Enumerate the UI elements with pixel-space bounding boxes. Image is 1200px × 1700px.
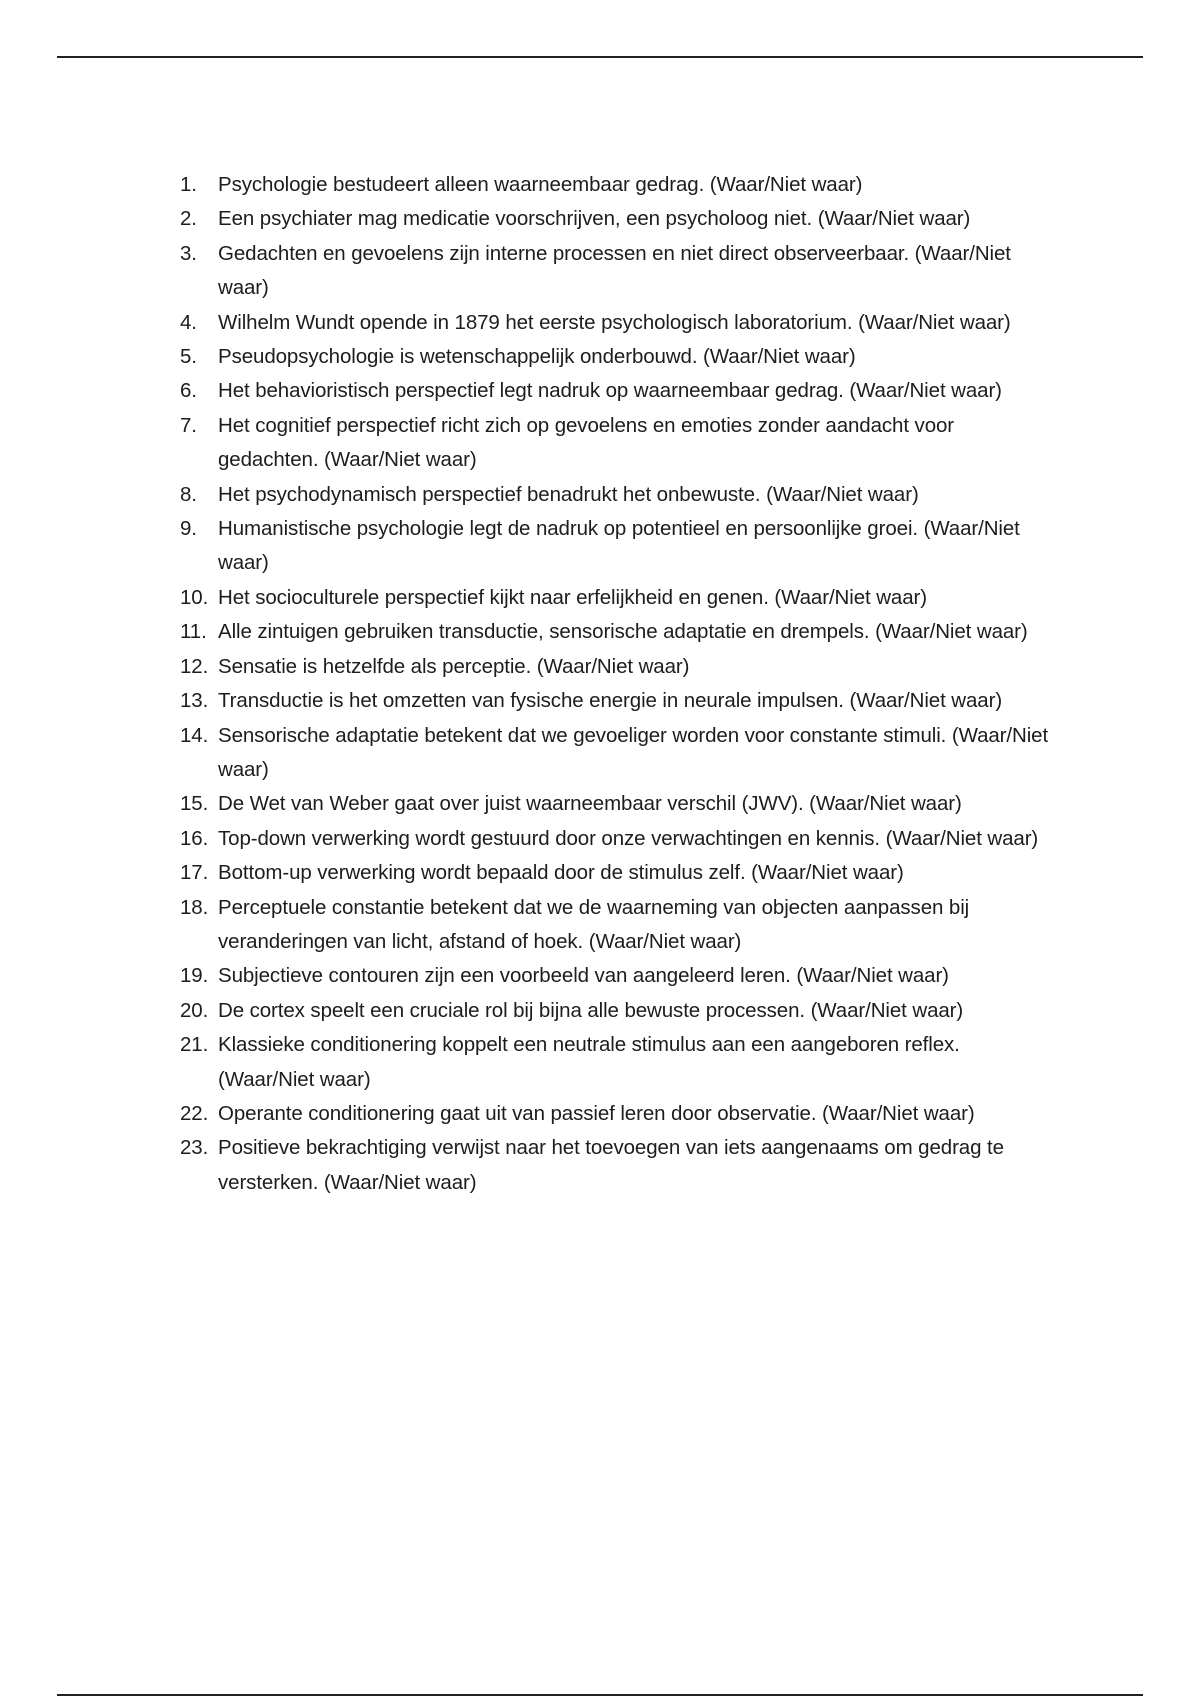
question-item	[180, 374, 1060, 408]
question-number: 14.	[180, 723, 209, 747]
question-number: 21.	[180, 1033, 209, 1057]
question-text: Een psychiater mag medicatie voorschrijven, een psycholoog niet. (Waar/Niet waar)	[218, 207, 971, 231]
question-number: 1.	[180, 173, 197, 196]
question-text: Gedachten en gevoelens zijn interne processen en niet direct observeerbaar. (Waar/Niet waar)	[218, 241, 1011, 300]
question-number: 16.	[180, 826, 209, 850]
question-number: 7.	[180, 413, 197, 437]
question-number: 12.	[180, 654, 209, 678]
question-item	[180, 856, 1060, 890]
question-text: Het socioculturele perspectief kijkt naar erfelijkheid en genen. (Waar/Niet waar)	[218, 585, 927, 609]
question-text: Alle zintuigen gebruiken transductie, sensorische adaptatie en drempels. (Waar/Niet waar)	[218, 620, 1028, 644]
question-text: Het psychodynamisch perspectief benadrukt het onbewuste. (Waar/Niet waar)	[218, 482, 919, 506]
question-item	[180, 478, 1060, 512]
question-item	[180, 719, 1060, 788]
question-item	[180, 340, 1060, 374]
question-item	[180, 650, 1060, 684]
question-item	[180, 1131, 1060, 1200]
question-text: Het behavioristisch perspectief legt nadruk op waarneembaar gedrag. (Waar/Niet waar)	[218, 379, 1002, 403]
question-item	[180, 168, 1060, 202]
question-text: Sensatie is hetzelfde als perceptie. (Waar/Niet waar)	[218, 654, 690, 678]
question-item	[180, 306, 1060, 340]
question-text: Psychologie bestudeert alleen waarneembaar gedrag. (Waar/Niet waar)	[218, 173, 863, 196]
question-text: De cortex speelt een cruciale rol bij bijna alle bewuste processen. (Waar/Niet waar)	[218, 998, 964, 1022]
question-text: Het cognitief perspectief richt zich op gevoelens en emoties zonder aandacht voor gedachten. (Waar/Niet waar)	[218, 413, 955, 472]
question-item	[180, 994, 1060, 1028]
question-item	[180, 512, 1060, 581]
top-divider	[57, 56, 1143, 58]
question-text: Sensorische adaptatie betekent dat we gevoeliger worden voor constante stimuli. (Waar/Niet waar)	[218, 723, 1049, 781]
question-number: 4.	[180, 310, 197, 334]
question-text: Wilhelm Wundt opende in 1879 het eerste psychologisch laboratorium. (Waar/Niet waar)	[218, 310, 1011, 334]
bottom-divider	[57, 1694, 1143, 1696]
question-number: 2.	[180, 207, 197, 231]
question-text: Transductie is het omzetten van fysische energie in neurale impulsen. (Waar/Niet waar)	[218, 689, 1003, 713]
question-item	[180, 959, 1060, 993]
question-number: 20.	[180, 998, 209, 1022]
question-number: 17.	[180, 861, 209, 885]
question-item	[180, 202, 1060, 236]
question-number: 22.	[180, 1101, 209, 1125]
question-item	[180, 237, 1060, 306]
question-text: Klassieke conditionering koppelt een neutrale stimulus aan een aangeboren reflex. (Waar/Niet waar)	[218, 1033, 960, 1091]
question-item	[180, 891, 1060, 960]
question-number: 5.	[180, 345, 197, 369]
question-list	[180, 168, 1060, 1200]
question-item	[180, 787, 1060, 821]
question-number: 6.	[180, 379, 197, 403]
question-text: Perceptuele constantie betekent dat we de waarneming van objecten aanpassen bij veranderingen van licht, afstand of hoek. (Waar/Niet waar)	[218, 895, 970, 953]
question-number: 13.	[180, 689, 209, 713]
question-text: Humanistische psychologie legt de nadruk op potentieel en persoonlijke groei. (Waar/Niet waar)	[218, 517, 1020, 575]
question-number: 11.	[180, 620, 207, 644]
question-number: 18.	[180, 895, 209, 919]
question-number: 19.	[180, 964, 209, 988]
question-item	[180, 615, 1060, 649]
question-item	[180, 409, 1060, 478]
question-item	[180, 1028, 1060, 1097]
question-item	[180, 581, 1060, 615]
question-item	[180, 1097, 1060, 1131]
question-item	[180, 684, 1060, 718]
question-number: 8.	[180, 482, 197, 506]
question-text: Top-down verwerking wordt gestuurd door onze verwachtingen en kennis. (Waar/Niet waar)	[218, 826, 1039, 850]
question-text: Bottom-up verwerking wordt bepaald door de stimulus zelf. (Waar/Niet waar)	[218, 861, 904, 885]
question-number: 23.	[180, 1136, 209, 1160]
question-text: Operante conditionering gaat uit van passief leren door observatie. (Waar/Niet waar)	[218, 1101, 975, 1125]
question-number: 3.	[180, 241, 197, 265]
question-number: 15.	[180, 792, 209, 816]
question-text: De Wet van Weber gaat over juist waarneembaar verschil (JWV). (Waar/Niet waar)	[218, 792, 962, 816]
question-text: Positieve bekrachtiging verwijst naar het toevoegen van iets aangenaams om gedrag te versterken. (Waar/Niet waar)	[218, 1136, 1004, 1194]
question-text: Pseudopsychologie is wetenschappelijk onderbouwd. (Waar/Niet waar)	[218, 345, 856, 369]
question-number: 9.	[180, 517, 197, 541]
question-item	[180, 822, 1060, 856]
question-text: Subjectieve contouren zijn een voorbeeld van aangeleerd leren. (Waar/Niet waar)	[218, 964, 949, 988]
question-number: 10.	[180, 585, 209, 609]
